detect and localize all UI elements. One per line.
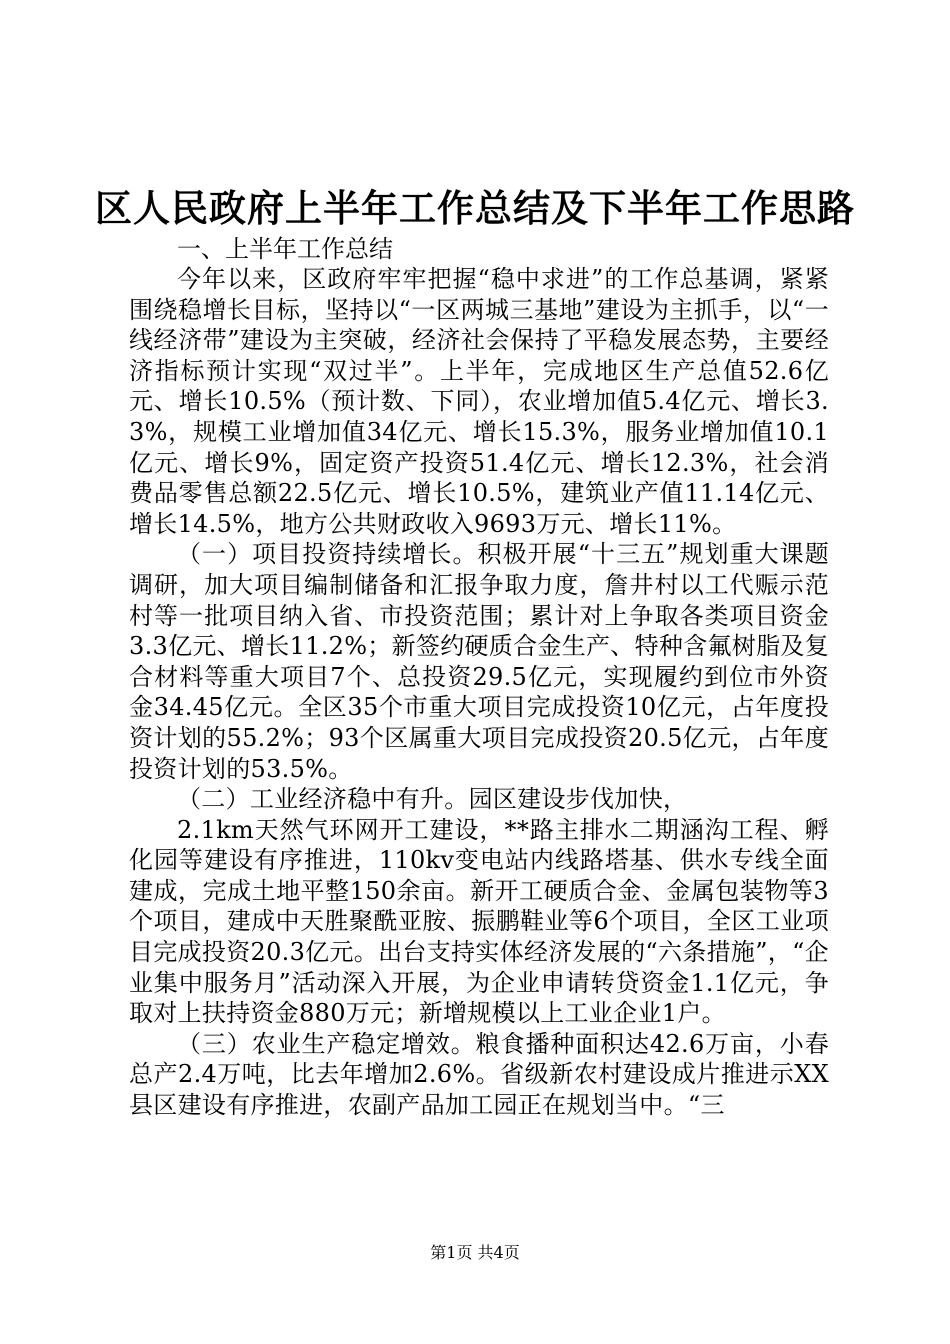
- paragraph-agriculture: （三）农业生产稳定增效。粮食播种面积达42.6万亩，小春总产2.4万吨，比去年增加2.6%。省级新农村建设成片推进示XX县区建设有序推进，农副产品加工园正在规划当中。“三: [129, 1029, 829, 1120]
- page-footer: 第1页 共4页: [430, 1243, 520, 1262]
- paragraph-park-construction: 2.1km天然气环网开工建设，**路主排水二期涵沟工程、孵化园等建设有序推进，110kv变电站内线路塔基、供水专线全面建成，完成土地平整150余亩。新开工硬质合金、金属包装物等3个项目，建成中天胜聚酰亚胺、振鹏鞋业等6个项目，全区工业项目完成投资20.3亿元。出台支持实体经济发展的“六条措施”，“企业集中服务月”活动深入开展，为企业申请转贷资金1.1亿元，争取对上扶持资金880万元；新增规模以上工业企业1户。: [129, 815, 829, 1028]
- paragraph-summary: 今年以来，区政府牢牢把握“稳中求进”的工作总基调，紧紧围绕稳增长目标，坚持以“一区两城三基地”建设为主抓手，以“一线经济带”建设为主突破，经济社会保持了平稳发展态势，主要经济指标预计实现“双过半”。上半年，完成地区生产总值52.6亿元、增长10.5%（预计数、下同），农业增加值5.4亿元、增长3.3%，规模工业增加值34亿元、增长15.3%，服务业增加值10.1亿元、增长9%，固定资产投资51.4亿元、增长12.3%，社会消费品零售总额22.5亿元、增长10.5%，建筑业产值11.14亿元、增长14.5%，地方公共财政收入9693万元、增长11%。: [129, 265, 829, 538]
- document-body: [129, 234, 829, 1121]
- paragraph-industrial-economy: （二）工业经济稳中有升。园区建设步伐加快，: [177, 785, 688, 814]
- section-heading: 一、上半年工作总结: [177, 235, 393, 263]
- document-title: 区人民政府上半年工作总结及下半年工作思路: [95, 186, 855, 230]
- paragraph-project-investment: （一）项目投资持续增长。积极开展“十三五”规划重大课题调研，加大项目编制储备和汇报争取力度，詹井村以工代赈示范村等一批项目纳入省、市投资范围；累计对上争取各类项目资金3.3亿元、增长11.2%；新签约硬质合金生产、特种含氟树脂及复合材料等重大项目7个、总投资29.5亿元，实现履约到位市外资金34.45亿元。全区35个市重大项目完成投资10亿元，占年度投资计划的55.2%；93个区属重大项目完成投资20.5亿元，占年度投资计划的53.5%。: [129, 540, 830, 783]
